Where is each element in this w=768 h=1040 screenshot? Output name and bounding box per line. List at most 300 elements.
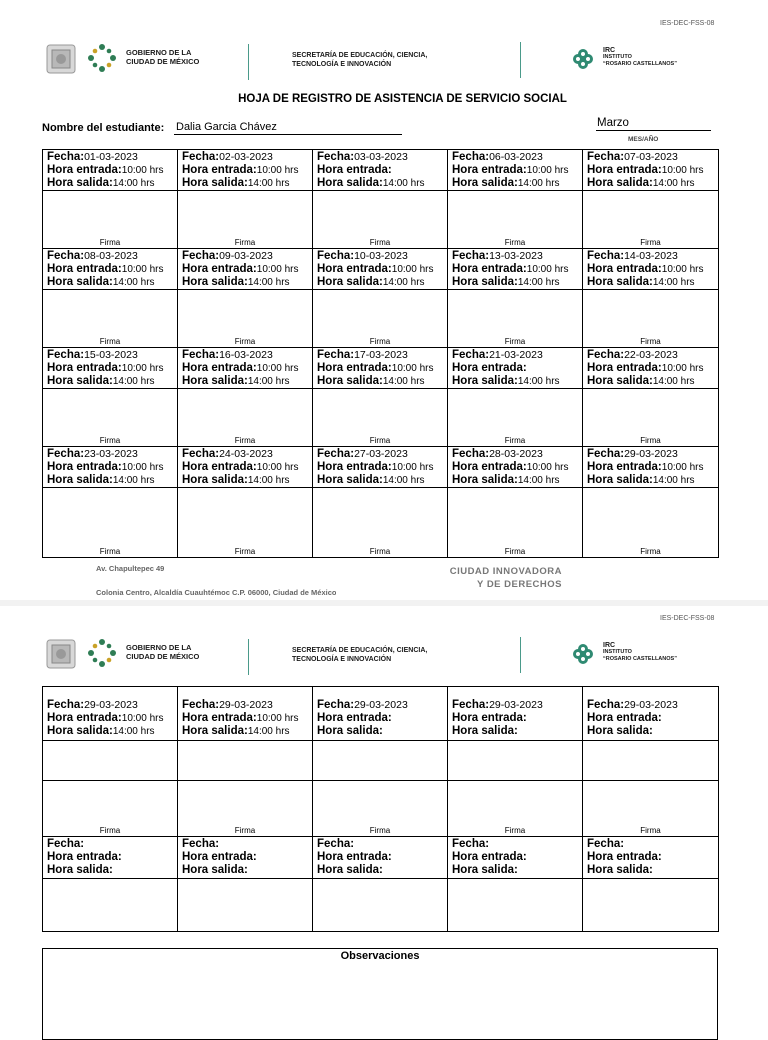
blank-cell[interactable] (43, 879, 178, 932)
entry-fecha-line (47, 151, 177, 164)
gov-line1: GOBIERNO DE LA (126, 48, 192, 57)
entry-salida-line (452, 474, 582, 487)
gov-line2: CIUDAD DE MÉXICO (126, 652, 200, 661)
entry-entrada-line (317, 712, 447, 725)
entrada-value: 10:00 hrs (661, 462, 704, 473)
firma-label: Firma (640, 826, 661, 835)
entry-salida-line (317, 177, 447, 190)
entrada-label: Hora entrada: (47, 362, 122, 374)
signature-cell[interactable] (448, 389, 583, 447)
salida-label: Hora salida: (587, 725, 653, 737)
entry-entrada-line (317, 164, 447, 177)
entrada-label: Hora entrada: (182, 164, 257, 176)
entry-fecha-line (317, 349, 447, 362)
attendance-entry-cell[interactable] (448, 447, 583, 488)
entry-entrada-line (452, 362, 582, 375)
salida-value: 14:00 hrs (112, 277, 155, 288)
fecha-value: 29-03-2023 (624, 699, 678, 711)
entry-entrada-line (317, 362, 447, 375)
entry-entrada-line (587, 712, 718, 725)
entry-salida-line (317, 375, 447, 388)
attendance-entry-cell[interactable] (313, 687, 448, 741)
attendance-entry-cell[interactable] (313, 837, 448, 879)
signature-row (43, 191, 719, 249)
attendance-table-continued (42, 686, 719, 932)
entry-entrada-line (587, 362, 718, 375)
salida-value: 14:00 hrs (517, 475, 560, 486)
page-title: HOJA DE REGISTRO DE ASISTENCIA DE SERVICIO SOCIAL (238, 93, 567, 105)
salida-label: Hora salida: (182, 375, 248, 387)
signature-row (43, 290, 719, 348)
entrada-label: Hora entrada: (587, 851, 662, 863)
irc-name (603, 642, 677, 663)
entry-fecha-line (182, 448, 312, 461)
entry-salida-line (587, 474, 718, 487)
blank-cell[interactable] (448, 879, 583, 932)
entrada-label: Hora entrada: (317, 851, 392, 863)
signature-cell[interactable] (583, 781, 719, 837)
salida-label: Hora salida: (317, 725, 383, 737)
header-divider (520, 42, 521, 78)
irc-line1: INSTITUTO (603, 649, 632, 655)
entrada-label: Hora entrada: (452, 461, 527, 473)
firma-label: Firma (640, 436, 661, 445)
entrada-label: Hora entrada: (182, 362, 257, 374)
fecha-value: 16-03-2023 (219, 349, 273, 361)
salida-label: Hora salida: (47, 177, 113, 189)
attendance-entry-cell[interactable] (178, 249, 313, 290)
irc-name (603, 47, 677, 68)
salida-value: 14:00 hrs (247, 178, 290, 189)
attendance-entry-cell[interactable] (583, 837, 719, 879)
gov-name (126, 48, 199, 66)
fecha-value: 15-03-2023 (84, 349, 138, 361)
fecha-value: 21-03-2023 (489, 349, 543, 361)
attendance-entry-cell[interactable] (448, 150, 583, 191)
table-row (43, 447, 719, 488)
entry-fecha-line (47, 838, 177, 851)
salida-label: Hora salida: (452, 375, 518, 387)
firma-label: Firma (99, 547, 121, 556)
irc-line2: “ROSARIO CASTELLANOS” (603, 656, 677, 662)
entry-salida-line (452, 177, 582, 190)
entrada-value: 10:00 hrs (526, 264, 569, 275)
signature-cell[interactable] (583, 191, 719, 249)
signature-cell[interactable] (448, 290, 583, 348)
fecha-value: 09-03-2023 (219, 250, 273, 262)
entry-fecha-line (182, 699, 312, 712)
entry-entrada-line (47, 164, 177, 177)
entry-fecha-line (182, 250, 312, 263)
attendance-table (42, 149, 719, 558)
fecha-label: Fecha: (587, 699, 625, 711)
month-label: MES/AÑO (628, 136, 659, 143)
signature-cell[interactable] (313, 488, 448, 558)
entry-salida-line (452, 375, 582, 388)
entry-salida-line (317, 725, 447, 738)
salida-value: 14:00 hrs (382, 475, 425, 486)
entrada-value: 10:00 hrs (121, 713, 164, 724)
entrada-label: Hora entrada: (317, 263, 392, 275)
attendance-entry-cell[interactable] (583, 447, 719, 488)
salida-value: 14:00 hrs (382, 277, 425, 288)
student-name-field[interactable] (174, 120, 402, 135)
fecha-label: Fecha: (47, 448, 85, 460)
salida-value: 14:00 hrs (112, 726, 155, 737)
month-field[interactable] (596, 116, 711, 131)
gov-line2: CIUDAD DE MÉXICO (126, 57, 200, 66)
attendance-entry-cell[interactable] (178, 837, 313, 879)
salida-label: Hora salida: (182, 474, 248, 486)
entrada-label: Hora entrada: (587, 712, 662, 724)
signature-cell[interactable] (583, 488, 719, 558)
fecha-value: 03-03-2023 (354, 151, 408, 163)
fecha-label: Fecha: (317, 838, 355, 850)
entry-fecha-line (587, 699, 718, 712)
salida-value: 14:00 hrs (382, 376, 425, 387)
attendance-entry-cell[interactable] (43, 837, 178, 879)
secretaria-line1: SECRETARÍA DE EDUCACIÓN, CIENCIA, (292, 52, 428, 59)
secretaria-line1: SECRETARÍA DE EDUCACIÓN, CIENCIA, (292, 647, 428, 654)
fecha-value: 29-03-2023 (219, 699, 273, 711)
footer-slogan (380, 565, 562, 591)
entrada-label: Hora entrada: (47, 851, 122, 863)
entry-fecha-line (317, 699, 447, 712)
observations-box[interactable] (42, 948, 718, 1040)
salida-value: 14:00 hrs (652, 475, 695, 486)
firma-label: Firma (369, 337, 391, 346)
signature-cell[interactable] (448, 488, 583, 558)
salida-label: Hora salida: (317, 864, 383, 876)
entry-salida-line (587, 276, 718, 289)
footer-slogan-line1: CIUDAD INNOVADORA (449, 566, 562, 577)
table-row (43, 249, 719, 290)
fecha-label: Fecha: (317, 448, 355, 460)
salida-label: Hora salida: (317, 474, 383, 486)
entry-entrada-line (47, 362, 177, 375)
salida-label: Hora salida: (587, 177, 653, 189)
firma-label: Firma (99, 436, 121, 445)
entry-fecha-line (587, 250, 718, 263)
entrada-label: Hora entrada: (317, 362, 392, 374)
fecha-label: Fecha: (317, 250, 355, 262)
salida-label: Hora salida: (317, 276, 383, 288)
entry-salida-line (47, 864, 177, 877)
entry-fecha-line (182, 151, 312, 164)
attendance-entry-cell[interactable] (583, 249, 719, 290)
entry-entrada-line (182, 164, 312, 177)
entry-entrada-line (587, 851, 718, 864)
entrada-value: 10:00 hrs (121, 462, 164, 473)
attendance-entry-cell[interactable] (178, 150, 313, 191)
table-row (43, 687, 719, 741)
signature-cell[interactable] (43, 290, 178, 348)
signature-cell[interactable] (313, 389, 448, 447)
gov-cdmx-logo-icon (86, 42, 118, 79)
entrada-label: Hora entrada: (47, 164, 122, 176)
footer-address-line2: Colonia Centro, Alcaldía Cuauhtémoc C.P. 06000, Ciudad de México (96, 588, 337, 596)
salida-value: 14:00 hrs (247, 726, 290, 737)
blank-cell[interactable] (178, 741, 313, 781)
attendance-entry-cell[interactable] (583, 348, 719, 389)
salida-value: 14:00 hrs (652, 178, 695, 189)
irc-title: IRC (603, 642, 616, 649)
attendance-entry-cell[interactable] (448, 687, 583, 741)
entry-entrada-line (182, 712, 312, 725)
entry-entrada-line (317, 263, 447, 276)
entrada-label: Hora entrada: (452, 851, 527, 863)
entry-entrada-line (47, 712, 177, 725)
blank-cell[interactable] (313, 741, 448, 781)
attendance-entry-cell[interactable] (448, 837, 583, 879)
entrada-label: Hora entrada: (182, 851, 257, 863)
firma-label: Firma (234, 337, 256, 346)
entry-fecha-line (182, 838, 312, 851)
entry-entrada-line (47, 263, 177, 276)
salida-label: Hora salida: (452, 177, 518, 189)
entrada-label: Hora entrada: (182, 461, 257, 473)
attendance-entry-cell[interactable] (583, 150, 719, 191)
salida-value: 14:00 hrs (112, 475, 155, 486)
entrada-label: Hora entrada: (452, 164, 527, 176)
entrada-value: 10:00 hrs (526, 165, 569, 176)
entry-fecha-line (47, 699, 177, 712)
attendance-entry-cell[interactable] (178, 348, 313, 389)
entry-entrada-line (452, 263, 582, 276)
firma-label: Firma (369, 238, 391, 247)
salida-value: 14:00 hrs (247, 277, 290, 288)
fecha-value: 22-03-2023 (624, 349, 678, 361)
entrada-label: Hora entrada: (47, 461, 122, 473)
salida-value: 14:00 hrs (112, 376, 155, 387)
entrada-label: Hora entrada: (317, 164, 392, 176)
salida-label: Hora salida: (317, 375, 383, 387)
firma-label: Firma (504, 436, 526, 445)
irc-line2: “ROSARIO CASTELLANOS” (603, 61, 677, 67)
salida-label: Hora salida: (182, 177, 248, 189)
fecha-value: 29-03-2023 (489, 699, 543, 711)
attendance-entry-cell[interactable] (448, 249, 583, 290)
signature-cell[interactable] (43, 389, 178, 447)
signature-row (43, 389, 719, 447)
attendance-entry-cell[interactable] (43, 447, 178, 488)
secretaria-line2: TECNOLOGÍA E INNOVACIÓN (292, 656, 392, 663)
footer-address-line1: Av. Chapultepec 49 (96, 564, 165, 573)
salida-label: Hora salida: (47, 725, 113, 737)
fecha-value: 14-03-2023 (624, 250, 678, 262)
attendance-entry-cell[interactable] (313, 249, 448, 290)
blank-cell[interactable] (583, 741, 719, 781)
entrada-value: 10:00 hrs (256, 165, 299, 176)
entrada-value: 10:00 hrs (391, 363, 434, 374)
salida-label: Hora salida: (182, 276, 248, 288)
fecha-label: Fecha: (182, 448, 220, 460)
salida-label: Hora salida: (47, 375, 113, 387)
signature-cell[interactable] (313, 191, 448, 249)
entrada-value: 10:00 hrs (121, 264, 164, 275)
blank-row (43, 879, 719, 932)
entry-salida-line (587, 864, 718, 877)
fecha-label: Fecha: (182, 838, 220, 850)
salida-label: Hora salida: (182, 725, 248, 737)
entry-salida-line (182, 725, 312, 738)
secretaria-name (292, 51, 427, 69)
blank-cell[interactable] (43, 741, 178, 781)
salida-label: Hora salida: (587, 276, 653, 288)
irc-logo-icon (572, 643, 594, 670)
entry-entrada-line (182, 362, 312, 375)
salida-label: Hora salida: (452, 276, 518, 288)
footer-address-line2-wrap (96, 588, 336, 596)
entry-salida-line (587, 375, 718, 388)
salida-label: Hora salida: (587, 864, 653, 876)
secretaria-line2: TECNOLOGÍA E INNOVACIÓN (292, 61, 392, 68)
cdmx-shield-logo (46, 44, 76, 79)
entry-salida-line (587, 725, 718, 738)
salida-label: Hora salida: (452, 725, 518, 737)
entrada-value: 10:00 hrs (121, 165, 164, 176)
salida-value: 14:00 hrs (517, 178, 560, 189)
signature-cell[interactable] (448, 781, 583, 837)
entry-entrada-line (182, 461, 312, 474)
signature-cell[interactable] (448, 191, 583, 249)
entry-entrada-line (452, 164, 582, 177)
attendance-entry-cell[interactable] (448, 348, 583, 389)
blank-row (43, 741, 719, 781)
firma-label: Firma (369, 436, 391, 445)
fecha-label: Fecha: (317, 699, 355, 711)
page-separator (0, 600, 768, 606)
attendance-entry-cell[interactable] (43, 348, 178, 389)
salida-value: 14:00 hrs (247, 376, 290, 387)
salida-label: Hora salida: (452, 474, 518, 486)
fecha-value: 06-03-2023 (489, 151, 543, 163)
signature-cell[interactable] (583, 290, 719, 348)
entry-fecha-line (317, 250, 447, 263)
attendance-entry-cell[interactable] (43, 249, 178, 290)
fecha-label: Fecha: (587, 151, 625, 163)
signature-cell[interactable] (43, 781, 178, 837)
fecha-label: Fecha: (182, 349, 220, 361)
blank-cell[interactable] (178, 879, 313, 932)
irc-logo-icon (572, 48, 594, 75)
attendance-entry-cell[interactable] (178, 447, 313, 488)
entry-entrada-line (587, 164, 718, 177)
attendance-entry-cell[interactable] (313, 348, 448, 389)
entry-fecha-line (587, 448, 718, 461)
table-row (43, 150, 719, 191)
salida-label: Hora salida: (317, 177, 383, 189)
entry-fecha-line (452, 349, 582, 362)
fecha-value: 10-03-2023 (354, 250, 408, 262)
entry-salida-line (452, 725, 582, 738)
fecha-value: 29-03-2023 (84, 699, 138, 711)
signature-cell[interactable] (178, 389, 313, 447)
entrada-label: Hora entrada: (452, 263, 527, 275)
header-divider (520, 637, 521, 673)
attendance-entry-cell[interactable] (313, 150, 448, 191)
doc-code: IES-DEC-FSS-08 (660, 615, 715, 622)
salida-value: 14:00 hrs (247, 475, 290, 486)
entry-fecha-line (182, 349, 312, 362)
fecha-label: Fecha: (587, 838, 625, 850)
salida-label: Hora salida: (182, 864, 248, 876)
entry-salida-line (317, 864, 447, 877)
attendance-entry-cell[interactable] (313, 447, 448, 488)
signature-cell[interactable] (43, 191, 178, 249)
attendance-entry-cell[interactable] (178, 687, 313, 741)
fecha-label: Fecha: (47, 838, 85, 850)
entrada-label: Hora entrada: (587, 362, 662, 374)
entry-salida-line (452, 276, 582, 289)
entry-fecha-line (452, 151, 582, 164)
entry-fecha-line (452, 250, 582, 263)
fecha-label: Fecha: (182, 699, 220, 711)
attendance-entry-cell[interactable] (43, 150, 178, 191)
firma-label: Firma (504, 547, 526, 556)
fecha-value: 17-03-2023 (354, 349, 408, 361)
table-row (43, 348, 719, 389)
firma-label: Firma (99, 238, 121, 247)
signature-cell[interactable] (178, 488, 313, 558)
blank-cell[interactable] (448, 741, 583, 781)
fecha-label: Fecha: (452, 349, 490, 361)
signature-row (43, 781, 719, 837)
gov-name (126, 643, 199, 661)
blank-cell[interactable] (313, 879, 448, 932)
fecha-label: Fecha: (452, 838, 490, 850)
entry-salida-line (587, 177, 718, 190)
entrada-value: 10:00 hrs (661, 363, 704, 374)
signature-cell[interactable] (583, 389, 719, 447)
entrada-value: 10:00 hrs (256, 363, 299, 374)
attendance-entry-cell[interactable] (583, 687, 719, 741)
fecha-label: Fecha: (452, 151, 490, 163)
entry-salida-line (182, 375, 312, 388)
entrada-value: 10:00 hrs (256, 713, 299, 724)
fecha-value: 13-03-2023 (489, 250, 543, 262)
entry-fecha-line (587, 151, 718, 164)
salida-label: Hora salida: (587, 474, 653, 486)
entry-fecha-line (587, 349, 718, 362)
entry-entrada-line (317, 461, 447, 474)
gov-cdmx-logo-icon (86, 637, 118, 674)
entry-entrada-line (317, 851, 447, 864)
entrada-value: 10:00 hrs (391, 462, 434, 473)
fecha-value: 28-03-2023 (489, 448, 543, 460)
signature-cell[interactable] (178, 191, 313, 249)
salida-label: Hora salida: (47, 864, 113, 876)
table-row (43, 837, 719, 879)
signature-cell[interactable] (178, 781, 313, 837)
blank-cell[interactable] (583, 879, 719, 932)
fecha-value: 29-03-2023 (354, 699, 408, 711)
attendance-entry-cell[interactable] (43, 687, 178, 741)
entrada-value: 10:00 hrs (526, 462, 569, 473)
signature-cell[interactable] (313, 290, 448, 348)
firma-label: Firma (99, 337, 121, 346)
doc-code: IES-DEC-FSS-08 (660, 20, 715, 27)
fecha-value: 24-03-2023 (219, 448, 273, 460)
signature-cell[interactable] (313, 781, 448, 837)
firma-label: Firma (234, 436, 256, 445)
entry-entrada-line (452, 712, 582, 725)
signature-cell[interactable] (43, 488, 178, 558)
signature-cell[interactable] (178, 290, 313, 348)
fecha-value: 23-03-2023 (84, 448, 138, 460)
entry-entrada-line (587, 461, 718, 474)
firma-label: Firma (640, 238, 661, 247)
